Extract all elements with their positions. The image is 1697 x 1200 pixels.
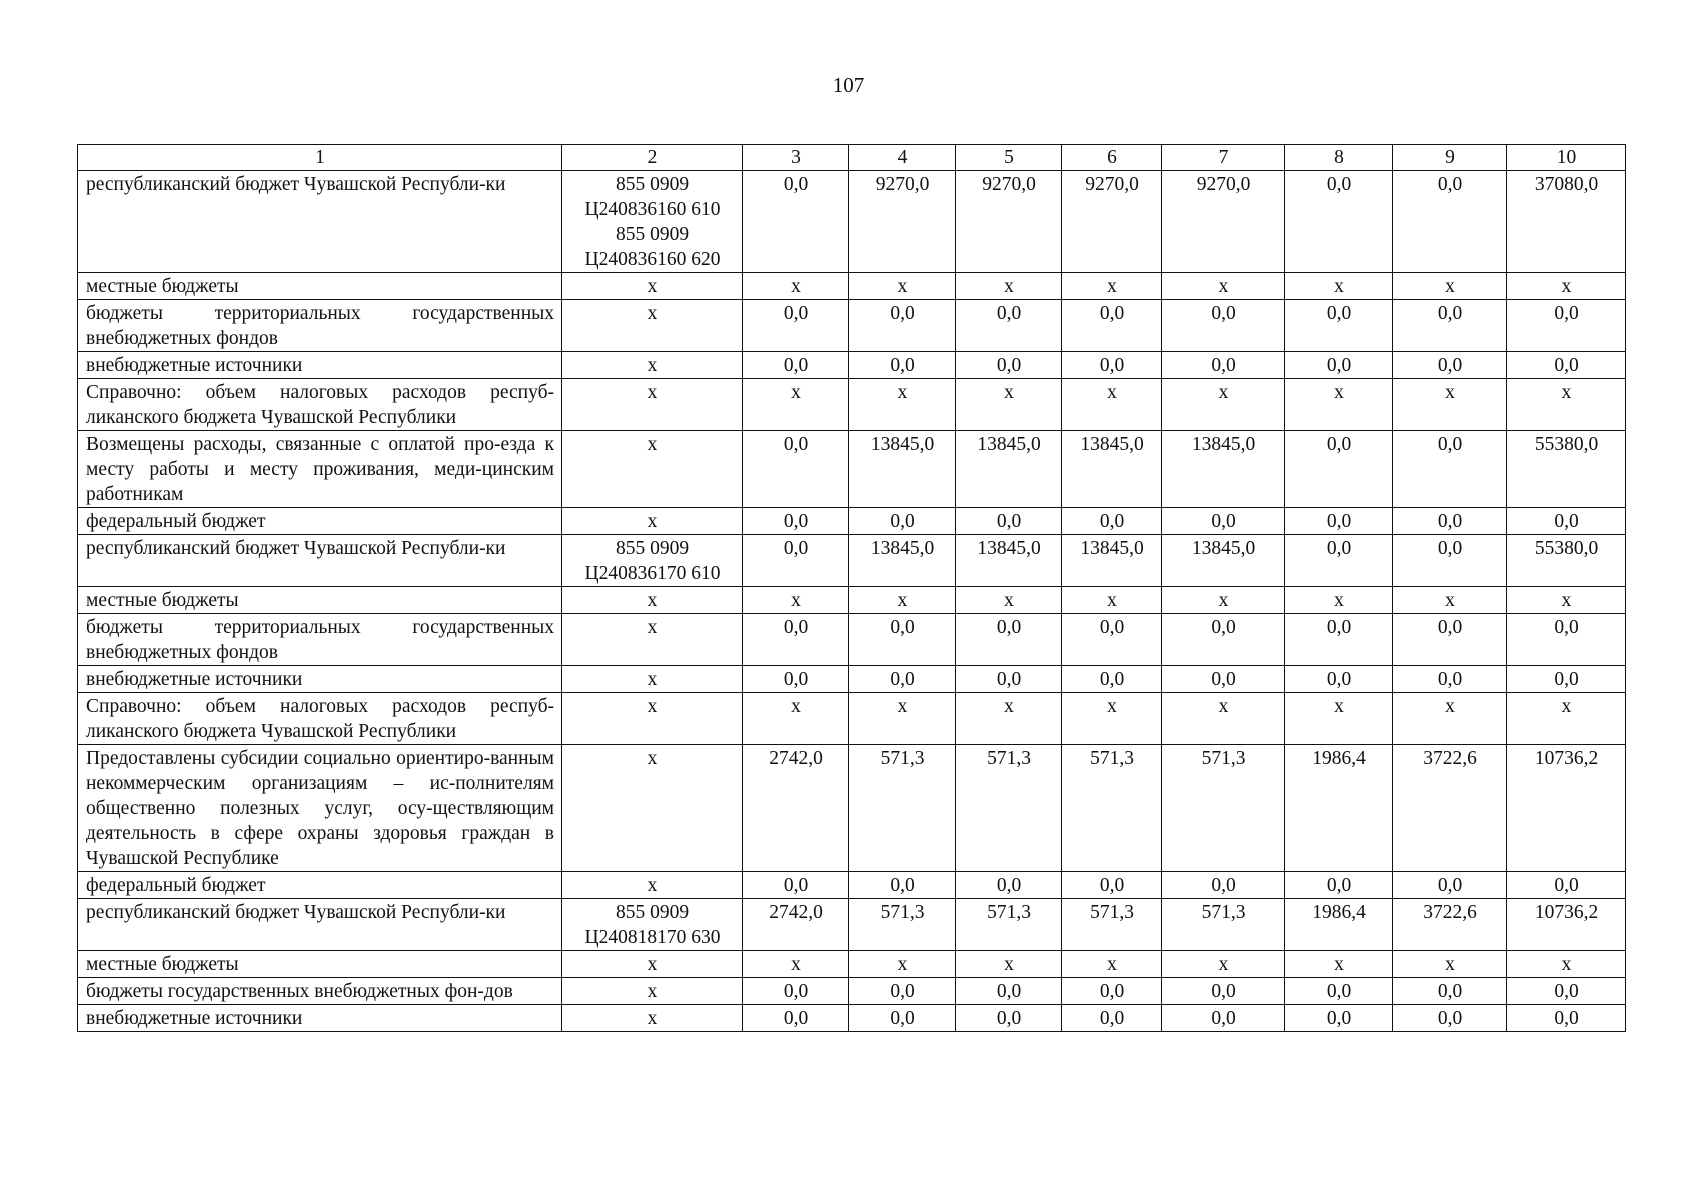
value-cell-col-5: 0,0 [956,872,1062,899]
value-cell-col-3: 0,0 [743,352,849,379]
value-cell-col-8: 1986,4 [1285,899,1393,951]
budget-code-line: 855 0909 [615,902,690,923]
value-cell-col-9: 0,0 [1393,614,1507,666]
value-cell-col-7: 0,0 [1162,352,1285,379]
column-header-1: 1 [78,145,562,171]
value-cell-col-4: 0,0 [849,352,956,379]
value-cell-col-6: 13845,0 [1062,431,1162,508]
value-cell-col-8: х [1285,379,1393,431]
budget-code-cell [562,745,743,872]
value-cell-col-6: х [1062,693,1162,745]
budget-code-line: х [647,954,658,975]
row-label: республиканский бюджет Чувашской Республи-ки [78,535,562,587]
table-row [78,872,1626,899]
table-row [78,1005,1626,1032]
row-label: местные бюджеты [78,951,562,978]
column-header-5: 5 [956,145,1062,171]
value-cell-col-10: х [1507,273,1626,300]
value-cell-col-8: 0,0 [1285,352,1393,379]
value-cell-col-10: 0,0 [1507,352,1626,379]
value-cell-col-4: 9270,0 [849,171,956,273]
row-label: бюджеты территориальных государственных внебюджетных фондов [78,614,562,666]
row-label: федеральный бюджет [78,508,562,535]
value-cell-col-7: 0,0 [1162,508,1285,535]
table-row [78,379,1626,431]
value-cell-col-8: 0,0 [1285,1005,1393,1032]
budget-code-line: х [647,748,658,769]
value-cell-col-9: 3722,6 [1393,745,1507,872]
table-row [78,745,1626,872]
value-cell-col-8: 0,0 [1285,535,1393,587]
value-cell-col-5: х [956,693,1062,745]
value-cell-col-5: 571,3 [956,899,1062,951]
value-cell-col-9: х [1393,273,1507,300]
value-cell-col-3: 0,0 [743,978,849,1005]
value-cell-col-10: х [1507,951,1626,978]
column-header-9: 9 [1393,145,1507,171]
budget-code-cell [562,978,743,1005]
value-cell-col-8: 0,0 [1285,614,1393,666]
table-row [78,587,1626,614]
value-cell-col-9: 0,0 [1393,431,1507,508]
value-cell-col-9: х [1393,587,1507,614]
budget-code-line: х [647,434,658,455]
value-cell-col-7: 0,0 [1162,666,1285,693]
value-cell-col-3: х [743,587,849,614]
value-cell-col-8: х [1285,951,1393,978]
value-cell-col-8: 0,0 [1285,171,1393,273]
table-row [78,431,1626,508]
value-cell-col-9: 0,0 [1393,171,1507,273]
value-cell-col-5: 13845,0 [956,535,1062,587]
value-cell-col-3: х [743,951,849,978]
value-cell-col-5: х [956,273,1062,300]
value-cell-col-5: 0,0 [956,666,1062,693]
budget-code-cell [562,171,743,273]
value-cell-col-6: 9270,0 [1062,171,1162,273]
value-cell-col-5: 571,3 [956,745,1062,872]
value-cell-col-6: 13845,0 [1062,535,1162,587]
value-cell-col-5: х [956,379,1062,431]
value-cell-col-7: х [1162,587,1285,614]
budget-code-line: х [647,696,658,717]
value-cell-col-5: 0,0 [956,614,1062,666]
value-cell-col-3: 2742,0 [743,745,849,872]
value-cell-col-4: 0,0 [849,1005,956,1032]
column-header-4: 4 [849,145,956,171]
value-cell-col-9: 0,0 [1393,872,1507,899]
row-label: Предоставлены субсидии социально ориентиро-ванным некоммерческим организациям – ис-полнителям общественно полезных услуг, осу-ществляющим деятельность в сфере охраны здоровья граждан в Чувашской Республике [78,745,562,872]
value-cell-col-3: 0,0 [743,666,849,693]
value-cell-col-3: 2742,0 [743,899,849,951]
value-cell-col-8: х [1285,587,1393,614]
column-header-8: 8 [1285,145,1393,171]
value-cell-col-5: 0,0 [956,1005,1062,1032]
value-cell-col-4: 571,3 [849,745,956,872]
value-cell-col-3: 0,0 [743,171,849,273]
value-cell-col-10: 0,0 [1507,872,1626,899]
value-cell-col-7: 0,0 [1162,614,1285,666]
value-cell-col-7: 0,0 [1162,872,1285,899]
value-cell-col-6: 0,0 [1062,666,1162,693]
value-cell-col-4: х [849,273,956,300]
budget-code-cell [562,614,743,666]
budget-code-line: Ц240836170 610 [584,563,721,584]
row-label: местные бюджеты [78,587,562,614]
row-label: Возмещены расходы, связанные с оплатой про-езда к месту работы и месту проживания, меди-цинским работникам [78,431,562,508]
budget-code-line: х [647,875,658,896]
value-cell-col-8: 1986,4 [1285,745,1393,872]
value-cell-col-6: х [1062,273,1162,300]
row-label: местные бюджеты [78,273,562,300]
value-cell-col-10: 37080,0 [1507,171,1626,273]
value-cell-col-4: х [849,951,956,978]
budget-code-line: х [647,303,658,324]
row-label: внебюджетные источники [78,1005,562,1032]
value-cell-col-5: 0,0 [956,978,1062,1005]
value-cell-col-4: 0,0 [849,614,956,666]
value-cell-col-5: 0,0 [956,508,1062,535]
value-cell-col-7: 13845,0 [1162,431,1285,508]
value-cell-col-7: 13845,0 [1162,535,1285,587]
column-header-7: 7 [1162,145,1285,171]
value-cell-col-6: 0,0 [1062,300,1162,352]
value-cell-col-3: 0,0 [743,614,849,666]
value-cell-col-5: 0,0 [956,352,1062,379]
value-cell-col-10: 55380,0 [1507,535,1626,587]
value-cell-col-7: х [1162,951,1285,978]
value-cell-col-8: х [1285,693,1393,745]
value-cell-col-10: х [1507,693,1626,745]
value-cell-col-6: 571,3 [1062,745,1162,872]
row-label: федеральный бюджет [78,872,562,899]
budget-code-line: х [647,590,658,611]
value-cell-col-4: х [849,693,956,745]
budget-code-line: 855 0909 [615,174,690,195]
table-row [78,614,1626,666]
row-label: бюджеты территориальных государственных внебюджетных фондов [78,300,562,352]
column-header-10: 10 [1507,145,1626,171]
value-cell-col-5: 13845,0 [956,431,1062,508]
budget-code-cell [562,1005,743,1032]
value-cell-col-6: х [1062,951,1162,978]
value-cell-col-3: 0,0 [743,872,849,899]
table-row [78,535,1626,587]
value-cell-col-3: 0,0 [743,1005,849,1032]
value-cell-col-7: 9270,0 [1162,171,1285,273]
value-cell-col-4: 571,3 [849,899,956,951]
budget-code-line: х [647,276,658,297]
value-cell-col-4: 0,0 [849,508,956,535]
value-cell-col-3: х [743,693,849,745]
table-row [78,899,1626,951]
value-cell-col-9: 0,0 [1393,1005,1507,1032]
budget-code-cell [562,300,743,352]
value-cell-col-3: 0,0 [743,431,849,508]
budget-code-cell [562,508,743,535]
budget-code-line: х [647,981,658,1002]
table-row [78,300,1626,352]
value-cell-col-10: 0,0 [1507,508,1626,535]
value-cell-col-10: 0,0 [1507,978,1626,1005]
budget-code-line: х [647,355,658,376]
value-cell-col-10: 10736,2 [1507,745,1626,872]
value-cell-col-8: 0,0 [1285,508,1393,535]
value-cell-col-9: х [1393,379,1507,431]
value-cell-col-4: 0,0 [849,666,956,693]
value-cell-col-6: 0,0 [1062,614,1162,666]
budget-code-cell [562,693,743,745]
value-cell-col-3: 0,0 [743,535,849,587]
table-row [78,273,1626,300]
budget-code-cell [562,431,743,508]
value-cell-col-4: х [849,587,956,614]
value-cell-col-6: 0,0 [1062,508,1162,535]
budget-code-line: х [647,669,658,690]
value-cell-col-5: 9270,0 [956,171,1062,273]
value-cell-col-7: х [1162,693,1285,745]
value-cell-col-4: 0,0 [849,872,956,899]
row-label: Справочно: объем налоговых расходов респуб-ликанского бюджета Чувашской Республики [78,379,562,431]
value-cell-col-10: 0,0 [1507,1005,1626,1032]
budget-code-line: Ц240836160 620 [584,249,721,270]
value-cell-col-10: 0,0 [1507,300,1626,352]
value-cell-col-8: 0,0 [1285,666,1393,693]
value-cell-col-3: х [743,379,849,431]
budget-code-cell [562,899,743,951]
value-cell-col-10: х [1507,587,1626,614]
row-label: республиканский бюджет Чувашской Республи-ки [78,171,562,273]
value-cell-col-4: 13845,0 [849,535,956,587]
value-cell-col-7: 571,3 [1162,745,1285,872]
value-cell-col-3: 0,0 [743,508,849,535]
value-cell-col-6: 0,0 [1062,1005,1162,1032]
budget-code-cell [562,666,743,693]
value-cell-col-9: 0,0 [1393,508,1507,535]
value-cell-col-6: 0,0 [1062,978,1162,1005]
table-body [78,171,1626,1032]
budget-code-cell [562,352,743,379]
row-label: Справочно: объем налоговых расходов респуб-ликанского бюджета Чувашской Республики [78,693,562,745]
value-cell-col-5: х [956,951,1062,978]
value-cell-col-4: 0,0 [849,978,956,1005]
budget-code-line: х [647,382,658,403]
table-row [78,951,1626,978]
column-header-3: 3 [743,145,849,171]
page-number: 107 [832,73,865,97]
value-cell-col-7: х [1162,379,1285,431]
column-header-6: 6 [1062,145,1162,171]
value-cell-col-6: 571,3 [1062,899,1162,951]
budget-code-line: Ц240818170 630 [584,927,721,948]
value-cell-col-9: 3722,6 [1393,899,1507,951]
row-label: внебюджетные источники [78,352,562,379]
value-cell-col-7: 0,0 [1162,300,1285,352]
value-cell-col-10: 10736,2 [1507,899,1626,951]
value-cell-col-9: 0,0 [1393,352,1507,379]
value-cell-col-8: 0,0 [1285,300,1393,352]
column-header-2: 2 [562,145,743,171]
table-row [78,508,1626,535]
table-row [78,352,1626,379]
value-cell-col-10: 0,0 [1507,614,1626,666]
table-row [78,978,1626,1005]
value-cell-col-10: х [1507,379,1626,431]
budget-code-cell [562,587,743,614]
value-cell-col-3: х [743,273,849,300]
budget-table [77,144,1626,1032]
value-cell-col-6: 0,0 [1062,352,1162,379]
value-cell-col-6: х [1062,587,1162,614]
value-cell-col-5: 0,0 [956,300,1062,352]
row-label: бюджеты государственных внебюджетных фон-дов [78,978,562,1005]
value-cell-col-6: 0,0 [1062,872,1162,899]
budget-code-line: 855 0909 [615,224,690,245]
budget-code-line: х [647,617,658,638]
budget-code-line: х [647,1008,658,1029]
row-label: республиканский бюджет Чувашской Республи-ки [78,899,562,951]
budget-code-cell [562,379,743,431]
budget-code-cell [562,872,743,899]
value-cell-col-9: 0,0 [1393,978,1507,1005]
value-cell-col-8: х [1285,273,1393,300]
value-cell-col-4: 0,0 [849,300,956,352]
budget-code-line: 855 0909 [615,538,690,559]
value-cell-col-9: х [1393,951,1507,978]
value-cell-col-10: 55380,0 [1507,431,1626,508]
table-row [78,171,1626,273]
value-cell-col-9: 0,0 [1393,535,1507,587]
budget-code-cell [562,273,743,300]
budget-code-cell [562,535,743,587]
value-cell-col-7: 0,0 [1162,978,1285,1005]
value-cell-col-7: 571,3 [1162,899,1285,951]
budget-code-line: Ц240836160 610 [584,199,721,220]
value-cell-col-8: 0,0 [1285,978,1393,1005]
table-header-row [78,145,1626,171]
row-label: внебюджетные источники [78,666,562,693]
value-cell-col-4: 13845,0 [849,431,956,508]
table-row [78,666,1626,693]
table-row [78,693,1626,745]
value-cell-col-3: 0,0 [743,300,849,352]
value-cell-col-5: х [956,587,1062,614]
value-cell-col-8: 0,0 [1285,872,1393,899]
value-cell-col-9: 0,0 [1393,666,1507,693]
value-cell-col-9: х [1393,693,1507,745]
value-cell-col-8: 0,0 [1285,431,1393,508]
budget-code-line: х [647,511,658,532]
budget-code-cell [562,951,743,978]
value-cell-col-7: х [1162,273,1285,300]
value-cell-col-7: 0,0 [1162,1005,1285,1032]
value-cell-col-6: х [1062,379,1162,431]
value-cell-col-9: 0,0 [1393,300,1507,352]
value-cell-col-10: 0,0 [1507,666,1626,693]
value-cell-col-4: х [849,379,956,431]
